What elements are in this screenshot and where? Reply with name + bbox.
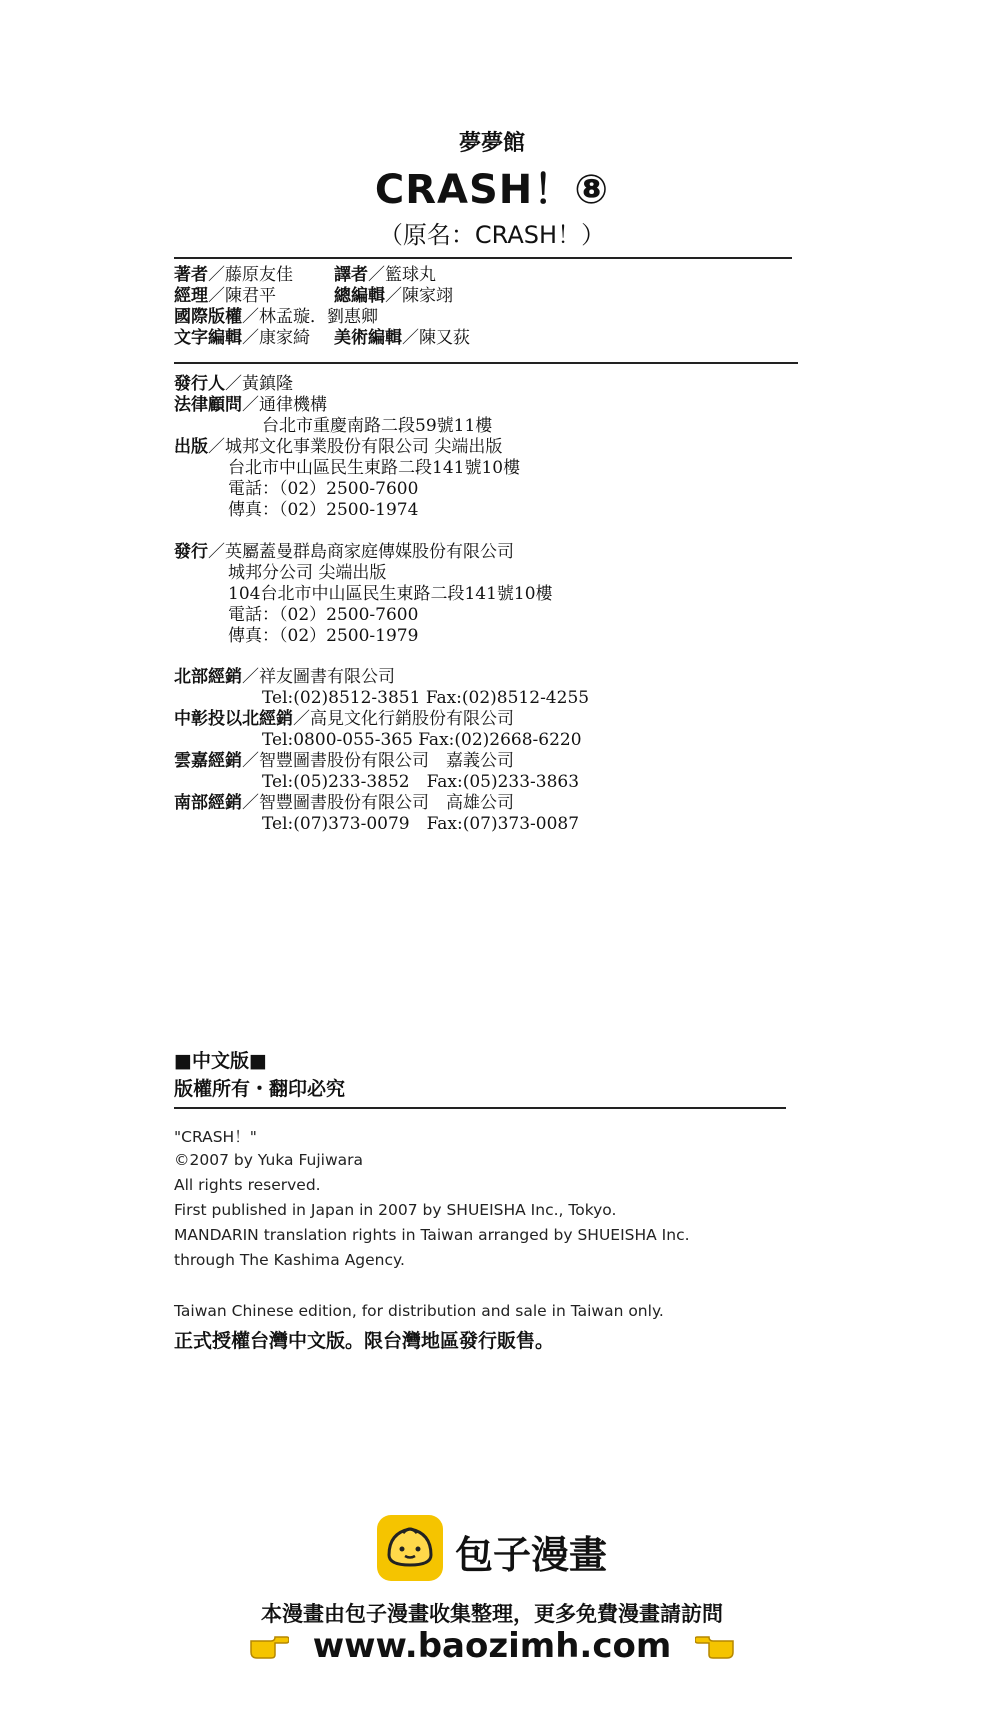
legal-line: 法律顧問／通律機構 <box>174 395 327 415</box>
distributor-contact: Tel:(05)233-3852 Fax:(05)233-3863 <box>262 772 580 792</box>
publish-name: 城邦文化事業股份有限公司 尖端出版 <box>225 437 503 457</box>
copyright-line: MANDARIN translation rights in Taiwan arranged by SHUEISHA Inc. <box>174 1226 690 1244</box>
watermark-notice: 本漫畫由包子漫畫收集整理，更多免費漫畫請訪問 <box>261 1602 723 1626</box>
distributor-name: 智豐圖書股份有限公司 嘉義公司 <box>259 751 514 771</box>
credit-label: 經理 <box>174 286 208 306</box>
legal-address: 台北市重慶南路二段59號11樓 <box>262 416 493 436</box>
distribute-address: 104台北市中山區民生東路二段141號10樓 <box>228 584 553 604</box>
baozi-logo-icon <box>377 1515 443 1581</box>
distributor-contact: Tel:(07)373-0079 Fax:(07)373-0087 <box>262 814 580 834</box>
divider <box>174 257 792 259</box>
distributor-line: 中彰投以北經銷／高見文化行銷股份有限公司 <box>174 709 514 729</box>
distribute-tel: 電話：（02）2500-7600 <box>228 605 419 625</box>
distributor-contact: Tel:0800-055-365 Fax:(02)2668-6220 <box>262 730 582 750</box>
credit-row: 譯者／籃球丸 <box>334 265 436 285</box>
site-url-line <box>0 1626 984 1668</box>
credit-value: 陳家翊 <box>402 286 453 306</box>
credit-row: 美術編輯／陳又荻 <box>334 328 470 348</box>
distributor-contact: Tel:(02)8512-3851 Fax:(02)8512-4255 <box>262 688 590 708</box>
divider <box>174 362 798 364</box>
credit-row: 文字編輯／康家綺 <box>174 328 310 348</box>
distribute-fax: 傳真：（02）2500-1979 <box>228 626 419 646</box>
distributor-name: 高見文化行銷股份有限公司 <box>310 709 514 729</box>
issuer-line: 發行人／黃鎮隆 <box>174 374 293 394</box>
distribute-name: 英屬蓋曼群島商家庭傳媒股份有限公司 <box>225 542 514 562</box>
pointing-right-icon <box>249 1628 289 1668</box>
rights-reserved: 版權所有・翻印必究 <box>174 1078 346 1100</box>
official-license: 正式授權台灣中文版。限台灣地區發行販售。 <box>174 1330 555 1352</box>
distribute-branch: 城邦分公司 尖端出版 <box>228 563 387 583</box>
book-title: CRASH！⑧ <box>374 167 610 213</box>
distribute-line: 發行／英屬蓋曼群島商家庭傳媒股份有限公司 <box>174 542 514 562</box>
credit-label: 譯者 <box>334 265 368 285</box>
site-url[interactable]: www.baozimh.com <box>312 1626 672 1666</box>
credit-value: 康家綺 <box>259 328 310 348</box>
distributor-name: 智豐圖書股份有限公司 高雄公司 <box>259 793 514 813</box>
distributor-line: 南部經銷／智豐圖書股份有限公司 高雄公司 <box>174 793 514 813</box>
credit-label: 總編輯 <box>334 286 385 306</box>
credit-value: 陳又荻 <box>419 328 470 348</box>
distributor-line: 北部經銷／祥友圖書有限公司 <box>174 667 395 687</box>
credit-value: 陳君平 <box>225 286 276 306</box>
publish-fax: 傳真：（02）2500-1974 <box>228 500 419 520</box>
legal-name: 通律機構 <box>259 395 327 415</box>
credit-label: 文字編輯 <box>174 328 242 348</box>
credit-label: 美術編輯 <box>334 328 402 348</box>
brand-name: 包子漫畫 <box>455 1533 608 1577</box>
credit-row: 著者／藤原友佳 <box>174 265 293 285</box>
credit-row: 經理／陳君平 <box>174 286 276 306</box>
credit-row: 國際版權／林孟璇．劉惠卿 <box>174 307 378 327</box>
distributor-label: 雲嘉經銷 <box>174 751 242 771</box>
original-title: （原名：CRASH！） <box>378 221 606 249</box>
copyright-line: ©2007 by Yuka Fujiwara <box>174 1151 364 1169</box>
edition-mark: ■中文版■ <box>174 1050 267 1072</box>
pointing-left-icon <box>695 1628 735 1668</box>
credit-value: 林孟璇．劉惠卿 <box>259 307 378 327</box>
copyright-line: through The Kashima Agency. <box>174 1251 405 1269</box>
series-name: 夢夢館 <box>458 131 525 156</box>
distributor-label: 南部經銷 <box>174 793 242 813</box>
publish-tel: 電話：（02）2500-7600 <box>228 479 419 499</box>
credit-label: 國際版權 <box>174 307 242 327</box>
copyright-title: "CRASH！" <box>174 1128 257 1146</box>
copyright-line: Taiwan Chinese edition, for distribution and sale in Taiwan only. <box>174 1302 664 1320</box>
issuer-name: 黃鎮隆 <box>242 374 293 394</box>
divider <box>174 1107 786 1109</box>
distributor-label: 中彰投以北經銷 <box>174 709 293 729</box>
credit-value: 藤原友佳 <box>225 265 293 285</box>
distribute-label: 發行 <box>174 542 208 562</box>
legal-label: 法律顧問 <box>174 395 242 415</box>
publish-line: 出版／城邦文化事業股份有限公司 尖端出版 <box>174 437 503 457</box>
copyright-line: All rights reserved. <box>174 1176 321 1194</box>
credit-value: 籃球丸 <box>385 265 436 285</box>
distributor-line: 雲嘉經銷／智豐圖書股份有限公司 嘉義公司 <box>174 751 514 771</box>
credit-row: 總編輯／陳家翊 <box>334 286 453 306</box>
credit-label: 著者 <box>174 265 208 285</box>
distributor-name: 祥友圖書有限公司 <box>259 667 395 687</box>
distributor-label: 北部經銷 <box>174 667 242 687</box>
publish-address: 台北市中山區民生東路二段141號10樓 <box>228 458 521 478</box>
publish-label: 出版 <box>174 437 208 457</box>
issuer-label: 發行人 <box>174 374 225 394</box>
copyright-line: First published in Japan in 2007 by SHUEISHA Inc., Tokyo. <box>174 1201 617 1219</box>
